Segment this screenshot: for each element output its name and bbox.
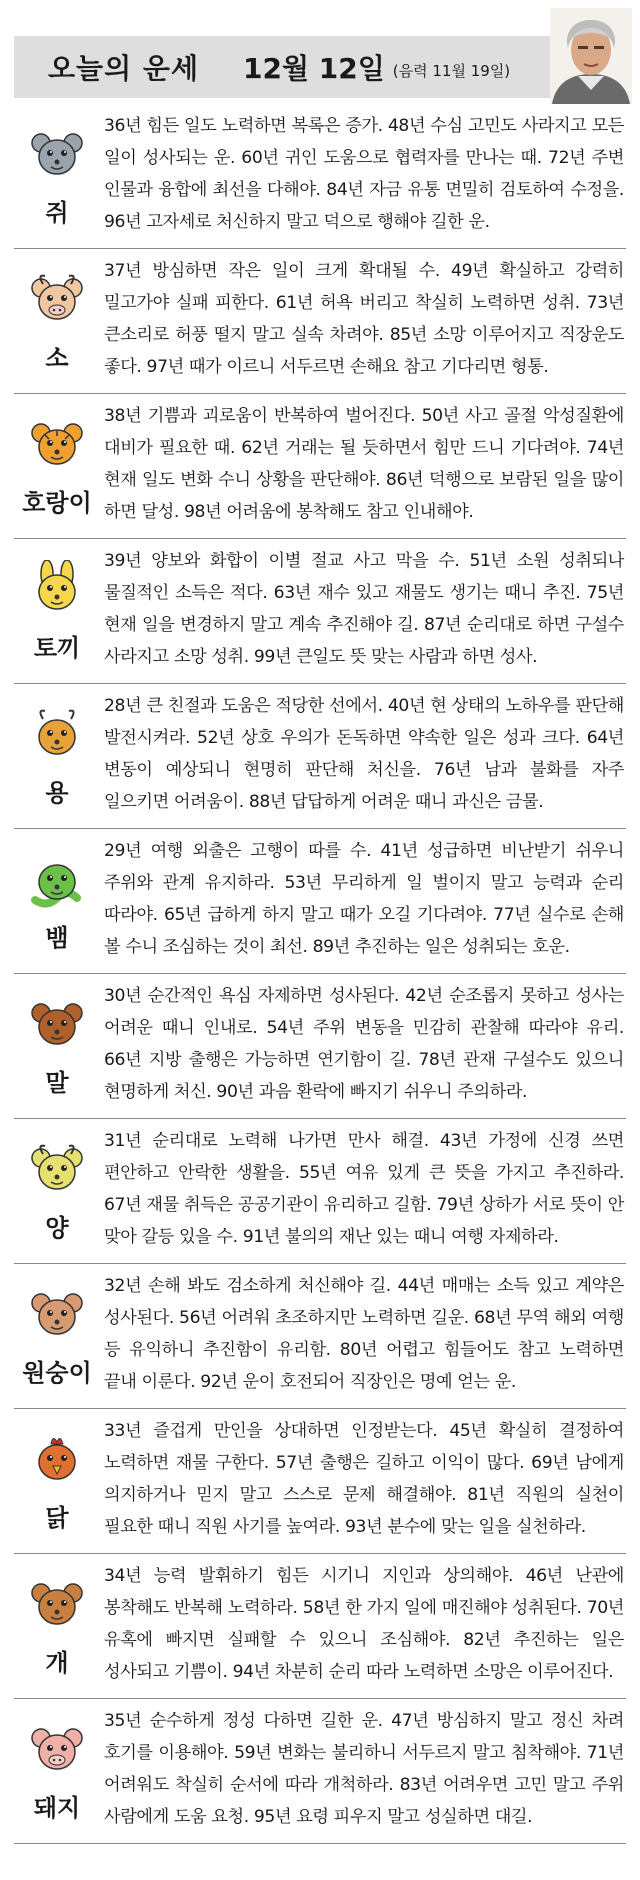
- rat-icon: [27, 125, 87, 189]
- rooster-icon: [27, 1430, 87, 1494]
- fortune-text: 39년 양보와 화합이 이별 절교 사고 막을 수. 51년 소원 성취되나 물질적인 소득은 적다. 63년 재수 있고 재물도 생기는 때니 추진. 75년 현재 일을 변경하지 말고 계속 추진해야 길. 87년 순리대로 하면 구설수 사라지고 소망 성취. 99년 큰일도 뜻 맞는 사람과 하면 성사.: [104, 551, 624, 667]
- fortune-text: 38년 기쁨과 괴로움이 반복하여 벌어진다. 50년 사고 골절 악성질환에 대비가 필요한 때. 62년 거래는 될 듯하면서 힘만 드니 기다려야. 74년 현재 일도 변화 수니 상황을 판단해야. 86년 덕행으로 보람된 일을 많이 하면 달성. 98년 어려움에 봉착해도 참고 인내해야.: [104, 406, 624, 522]
- zodiac-name: 용: [45, 778, 69, 807]
- date-label: 12월 12일: [243, 52, 385, 85]
- tiger-icon: [27, 415, 87, 479]
- fortune-text: 37년 방심하면 작은 일이 크게 확대될 수. 49년 확실하고 강력히 밀고가야 실패 피한다. 61년 허욕 버리고 착실히 노력하면 성취. 73년 큰소리로 허풍 떨지 말고 실속 차려야. 85년 소망 이루어지고 직장운도 좋다. 97년 때가 이르니 서두르면 손해요 참고 기다리면 형통.: [104, 261, 624, 377]
- fortune-row: [14, 974, 626, 1119]
- fortune-row: [14, 684, 626, 829]
- horse-icon: [27, 995, 87, 1059]
- fortune-text: 31년 순리대로 노력해 나가면 만사 해결. 43년 가정에 신경 쓰면 편안하고 안락한 생활을. 55년 여유 있게 큰 뜻을 가지고 추진하라. 67년 재물 취득은 공공기관이 유리하고 길함. 79년 상하가 서로 뜻이 안 맞아 갈등 있을 수. 91년 불의의 재난 있는 때니 여행 자제하라.: [104, 1131, 624, 1247]
- zodiac-name: 말: [45, 1068, 69, 1097]
- zodiac-cell: [14, 104, 100, 248]
- ox-icon: [27, 270, 87, 334]
- zodiac-cell: [14, 1699, 100, 1843]
- zodiac-cell: [14, 249, 100, 393]
- dragon-icon: [27, 705, 87, 769]
- dog-icon: [27, 1575, 87, 1639]
- fortune-text: 36년 힘든 일도 노력하면 복록은 증가. 48년 수심 고민도 사라지고 모든 일이 성사되는 운. 60년 귀인 도움으로 협력자를 만나는 때. 72년 주변 인물과 융합에 최선을 다해야. 84년 자금 유통 면밀히 검토하여 수정을. 96년 고자세로 처신하지 말고 덕으로 행해야 길한 운.: [104, 116, 624, 232]
- fortune-text: 33년 즐겁게 만인을 상대하면 인정받는다. 45년 확실히 결정하여 노력하면 재물 구한다. 57년 출행은 길하고 이익이 많다. 69년 남에게 의지하거나 믿지 말고 스스로 문제 해결해야. 81년 직원의 실천이 필요한 때니 직원 사기를 높여라. 93년 분수에 맞는 일을 실천하라.: [104, 1421, 624, 1537]
- fortune-row: [14, 394, 626, 539]
- zodiac-name: 개: [45, 1648, 69, 1677]
- fortune-row: [14, 1119, 626, 1264]
- fortune-text: 35년 순수하게 정성 다하면 길한 운. 47년 방심하지 말고 정신 차려 호기를 이용해야. 59년 변화는 불리하니 서두르지 말고 침착해야. 71년 어려워도 착실히 순서에 따라 개척하라. 83년 어려우면 고민 말고 주위 사람에게 도움 요청. 95년 요령 피우지 말고 성실하면 대길.: [104, 1711, 624, 1827]
- fortune-row: [14, 539, 626, 684]
- sheep-icon: [27, 1140, 87, 1204]
- zodiac-cell: [14, 1554, 100, 1698]
- zodiac-cell: [14, 829, 100, 973]
- zodiac-name: 쥐: [45, 198, 69, 227]
- zodiac-cell: [14, 684, 100, 828]
- fortune-text: 30년 순간적인 욕심 자제하면 성사된다. 42년 순조롭지 못하고 성사는 어려운 때니 인내로. 54년 주위 변동을 민감히 관찰해 따라야 유리. 66년 지방 출행은 가능하면 연기함이 길. 78년 관재 구설수도 있으니 현명하게 처신. 90년 과음 환락에 빠지기 쉬우니 주의하라.: [104, 986, 624, 1102]
- zodiac-name: 닭: [45, 1503, 69, 1532]
- fortune-text: 34년 능력 발휘하기 힘든 시기니 지인과 상의해야. 46년 난관에 봉착해도 반복해 노력하라. 58년 한 가지 일에 매진해야 성취된다. 70년 유혹에 빠지면 실패할 수 있으니 조심해야. 82년 추진하는 일은 성사되고 기쁨이. 94년 차분히 순리 따라 노력하면 소망은 이루어진다.: [104, 1566, 624, 1682]
- pig-icon: [27, 1720, 87, 1784]
- zodiac-name: 호랑이: [22, 488, 92, 517]
- zodiac-name: 뱀: [45, 923, 69, 952]
- fortune-row: [14, 1409, 626, 1554]
- fortune-row: [14, 249, 626, 394]
- zodiac-cell: [14, 1119, 100, 1263]
- page-title: 오늘의 운세: [48, 52, 199, 85]
- fortune-row: [14, 829, 626, 974]
- fortune-list: [14, 104, 626, 1844]
- zodiac-cell: [14, 1409, 100, 1553]
- fortune-row: [14, 104, 626, 249]
- fortune-text: 32년 손해 봐도 검소하게 처신해야 길. 44년 매매는 소득 있고 계약은 성사된다. 56년 어려워 초조하지만 노력하면 길운. 68년 무역 해외 여행 등 유익하니 추진함이 유리함. 80년 어렵고 힘들어도 참고 노력하면 끝내 이룬다. 92년 운이 호전되어 직장인은 명예 얻는 운.: [104, 1276, 624, 1392]
- lunar-date: (음력 11월 19일): [392, 61, 511, 80]
- fortune-row: [14, 1699, 626, 1844]
- zodiac-cell: [14, 394, 100, 538]
- zodiac-name: 소: [45, 343, 69, 372]
- zodiac-name: 원숭이: [22, 1358, 92, 1387]
- zodiac-name: 토끼: [33, 633, 81, 662]
- fortune-row: [14, 1554, 626, 1699]
- fortune-text: 29년 여행 외출은 고행이 따를 수. 41년 성급하면 비난받기 쉬우니 주위와 관계 유지하라. 53년 무리하게 일 벌이지 말고 능력과 순리 따라야. 65년 급하게 하지 말고 때가 오길 기다려야. 77년 실수로 손해 볼 수니 조심하는 것이 최선. 89년 추진하는 일은 성취되는 호운.: [104, 841, 624, 957]
- zodiac-cell: [14, 1264, 100, 1408]
- header-bar: [14, 36, 550, 98]
- zodiac-name: 돼지: [33, 1793, 81, 1822]
- snake-icon: [27, 850, 87, 914]
- monkey-icon: [27, 1285, 87, 1349]
- fortune-row: [14, 1264, 626, 1409]
- zodiac-cell: [14, 974, 100, 1118]
- zodiac-cell: [14, 539, 100, 683]
- zodiac-name: 양: [45, 1213, 69, 1242]
- fortune-text: 28년 큰 친절과 도움은 적당한 선에서. 40년 현 상태의 노하우를 판단해 발전시켜라. 52년 상호 우의가 돈독하면 약속한 일은 성과 크다. 64년 변동이 예상되니 현명히 판단해 처신을. 76년 남과 불화를 자주 일으키면 어려움이. 88년 답답하게 어려운 때니 과신은 금물.: [104, 696, 624, 812]
- author-portrait: [550, 8, 632, 104]
- rabbit-icon: [27, 560, 87, 624]
